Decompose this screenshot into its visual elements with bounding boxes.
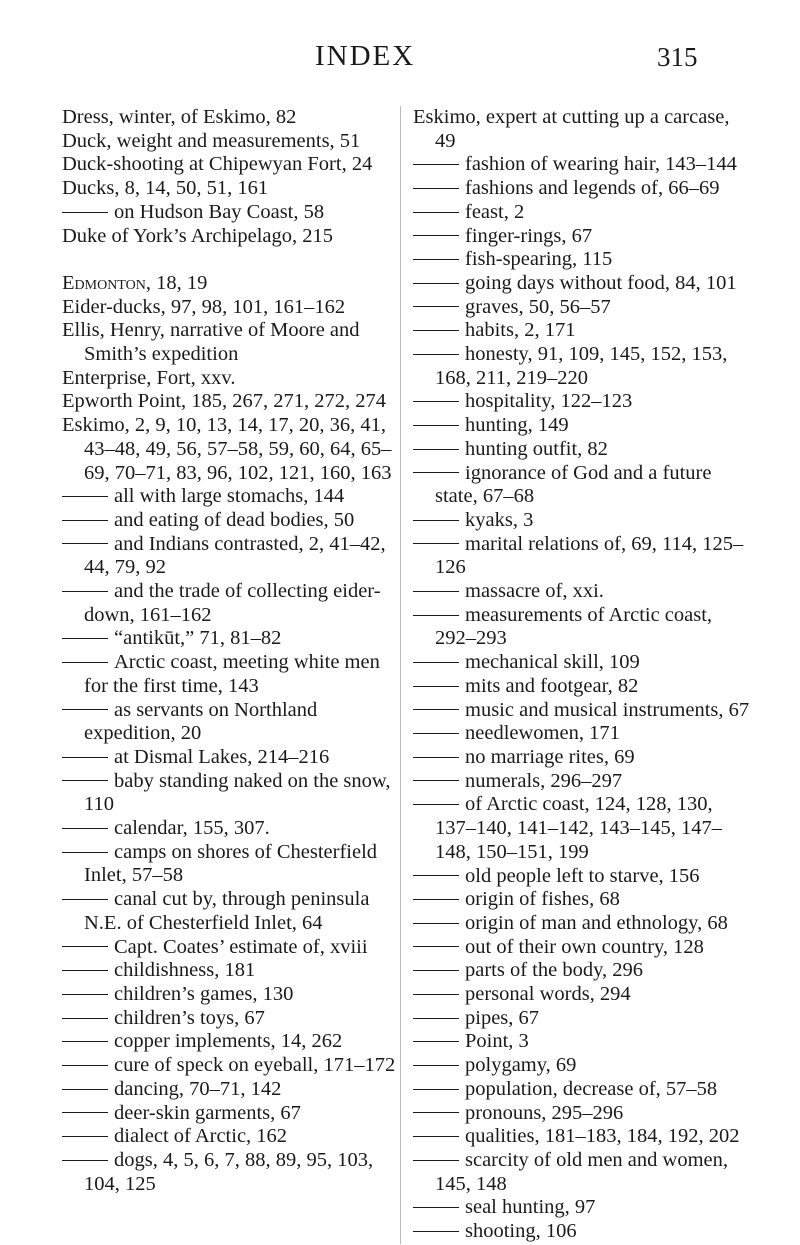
entry-text: Eskimo, 2, 9, 10, 13, 14, 17, 20, 36, 41, 43–48, 49, 56, 57–58, 59, 60, 64, 65–69, 70–71, 83, 96, 102, 121, 160, 163 [62, 414, 392, 484]
entry-text: as servants on Northland expedition, 20 [84, 698, 318, 745]
index-subentry [413, 722, 753, 746]
ditto-dash [413, 164, 459, 165]
entry-text: Duck, weight and measurements, 51 [62, 129, 361, 152]
ditto-dash [62, 638, 108, 639]
entry-text: Capt. Coates’ estimate of, xviii [114, 935, 368, 958]
ditto-dash [413, 1065, 459, 1066]
ditto-dash [413, 733, 459, 734]
entry-text: out of their own country, 128 [465, 935, 704, 958]
entry-text: graves, 50, 56–57 [465, 295, 611, 318]
index-entry [62, 272, 400, 296]
index-subentry [413, 153, 753, 177]
index-subentry [62, 983, 400, 1007]
index-subentry [413, 651, 753, 675]
index-subentry [62, 509, 400, 533]
entry-text: origin of man and ethnology, 68 [465, 911, 728, 934]
page-title: INDEX [315, 40, 416, 72]
index-subentry [62, 1149, 400, 1196]
entry-text: hunting, 149 [465, 414, 569, 437]
entry-text: qualities, 181–183, 184, 192, 202 [465, 1125, 740, 1148]
index-subentry [62, 651, 400, 698]
index-subentry [62, 841, 400, 888]
entry-text: fish-spearing, 115 [465, 248, 613, 271]
index-subentry [413, 1125, 753, 1149]
index-entry [62, 177, 400, 201]
index-subentry [413, 959, 753, 983]
index-entry [62, 106, 400, 130]
entry-text: and the trade of collecting eider-down, 161–162 [84, 580, 381, 626]
index-subentry [62, 580, 400, 627]
index-subentry [413, 1102, 753, 1126]
entry-text: ignorance of God and a future state, 67–68 [435, 461, 712, 508]
ditto-dash [413, 591, 459, 592]
entry-text: dogs, 4, 5, 6, 7, 88, 89, 95, 103, 104, 125 [84, 1148, 374, 1195]
index-subentry [413, 201, 753, 225]
entry-text: of Arctic coast, 124, 128, 130, 137–140, 141–142, 143–145, 147–148, 150–151, 199 [435, 793, 722, 863]
entry-text: numerals, 296–297 [465, 769, 623, 792]
index-subentry [413, 414, 753, 438]
entry-text: all with large stomachs, 144 [114, 485, 345, 508]
ditto-dash [413, 235, 459, 236]
entry-text: Arctic coast, meeting white men for the first time, 143 [84, 651, 380, 697]
index-subentry [413, 1196, 753, 1220]
entry-text: and Indians contrasted, 2, 41–42, 44, 79, 92 [84, 532, 386, 579]
entry-text: Ellis, Henry, narrative of Moore and Smith’s expedition [62, 319, 360, 366]
entry-text: going days without food, 84, 101 [465, 271, 737, 294]
index-subentry [413, 604, 753, 651]
index-subentry [413, 888, 753, 912]
entry-text: Eskimo, expert at cutting up a carcase, 49 [413, 106, 730, 152]
index-entry [62, 367, 400, 391]
ditto-dash [62, 970, 108, 971]
index-entry [62, 319, 400, 366]
entry-text: cure of speck on eyeball, 171–172 [114, 1054, 396, 1077]
entry-text: marital relations of, 69, 114, 125–126 [435, 532, 744, 579]
entry-text: copper implements, 14, 262 [114, 1030, 343, 1053]
entry-text: no marriage rites, 69 [465, 745, 635, 768]
index-column-right [400, 106, 753, 1244]
entry-text: Epworth Point, 185, 267, 271, 272, 274 [62, 390, 387, 413]
index-subentry [413, 296, 753, 320]
ditto-dash [62, 1136, 108, 1137]
entry-text: parts of the body, 296 [465, 959, 644, 982]
index-subentry [413, 319, 753, 343]
index-subentry [62, 888, 400, 935]
entry-text: old people left to starve, 156 [465, 864, 700, 887]
ditto-dash [413, 662, 459, 663]
index-subentry [62, 1007, 400, 1031]
index-entry [62, 225, 400, 249]
entry-text: Ducks, 8, 14, 50, 51, 161 [62, 177, 269, 200]
page-header [0, 40, 800, 80]
index-subentry [62, 485, 400, 509]
ditto-dash [413, 1160, 459, 1161]
index-subentry [62, 817, 400, 841]
index-entry [413, 106, 753, 153]
entry-text: population, decrease of, 57–58 [465, 1077, 718, 1100]
ditto-dash [413, 306, 459, 307]
index-subentry [413, 793, 753, 864]
entry-text: personal words, 294 [465, 983, 631, 1006]
ditto-dash [413, 1231, 459, 1232]
ditto-dash [62, 1112, 108, 1113]
ditto-dash [413, 804, 459, 805]
ditto-dash [413, 354, 459, 355]
ditto-dash [62, 1160, 108, 1161]
index-subentry [62, 1030, 400, 1054]
entry-text: fashion of wearing hair, 143–144 [465, 153, 737, 176]
index-subentry [62, 1054, 400, 1078]
ditto-dash [62, 1018, 108, 1019]
ditto-dash [413, 212, 459, 213]
entry-text: mechanical skill, 109 [465, 651, 640, 674]
index-subentry [62, 699, 400, 746]
ditto-dash [413, 757, 459, 758]
ditto-dash [62, 828, 108, 829]
entry-text: childishness, 181 [114, 959, 256, 982]
entry-text: origin of fishes, 68 [465, 888, 620, 911]
entry-text: needlewomen, 171 [465, 722, 620, 745]
entry-text: canal cut by, through peninsula N.E. of Chesterfield Inlet, 64 [84, 888, 370, 934]
ditto-dash [62, 1041, 108, 1042]
ditto-dash [413, 401, 459, 402]
ditto-dash [413, 449, 459, 450]
entry-text: on Hudson Bay Coast, 58 [114, 200, 325, 223]
entry-text: at Dismal Lakes, 214–216 [114, 745, 330, 768]
ditto-dash [413, 899, 459, 900]
ditto-dash [413, 1112, 459, 1113]
ditto-dash [413, 615, 459, 616]
ditto-dash [413, 994, 459, 995]
entry-text: Dress, winter, of Eskimo, 82 [62, 106, 297, 128]
entry-text: kyaks, 3 [465, 508, 534, 531]
ditto-dash [62, 899, 108, 900]
ditto-dash [413, 543, 459, 544]
index-entry [62, 414, 400, 485]
ditto-dash [413, 520, 459, 521]
entry-text: Edmonton, 18, 19 [62, 271, 208, 294]
ditto-dash [413, 1018, 459, 1019]
index-subentry [413, 177, 753, 201]
index-subentry [62, 770, 400, 817]
entry-text: hospitality, 122–123 [465, 390, 633, 413]
entry-text: baby standing naked on the snow, 110 [84, 769, 391, 816]
ditto-dash [413, 1136, 459, 1137]
ditto-dash [413, 188, 459, 189]
ditto-dash [62, 662, 108, 663]
index-entry [62, 296, 400, 320]
index-subentry [62, 1078, 400, 1102]
entry-text: polygamy, 69 [465, 1054, 577, 1077]
entry-text: “antikūt,” 71, 81–82 [114, 627, 282, 650]
ditto-dash [413, 1041, 459, 1042]
ditto-dash [413, 946, 459, 947]
index-subentry [413, 390, 753, 414]
entry-text: honesty, 91, 109, 145, 152, 153, 168, 211, 219–220 [435, 343, 728, 389]
entry-text: children’s games, 130 [114, 983, 294, 1005]
entry-text: hunting outfit, 82 [465, 437, 608, 460]
index-subentry [413, 1220, 753, 1244]
entry-text: feast, 2 [465, 200, 525, 223]
index-subentry [62, 959, 400, 983]
ditto-dash [413, 923, 459, 924]
index-column-left [62, 106, 400, 1196]
index-subentry [413, 580, 753, 604]
ditto-dash [62, 212, 108, 213]
entry-text: deer-skin garments, 67 [114, 1101, 301, 1124]
ditto-dash [62, 757, 108, 758]
entry-text: habits, 2, 171 [465, 319, 576, 342]
entry-text: Duke of York’s Archipelago, 215 [62, 224, 334, 247]
ditto-dash [62, 780, 108, 781]
entry-text: massacre of, xxi. [465, 580, 604, 603]
ditto-dash [62, 709, 108, 710]
ditto-dash [413, 780, 459, 781]
entry-text: music and musical instruments, 67 [465, 698, 750, 721]
entry-text: and eating of dead bodies, 50 [114, 508, 355, 531]
ditto-dash [413, 472, 459, 473]
entry-text: Duck-shooting at Chipewyan Fort, 24 [62, 153, 373, 176]
page-number: 315 [657, 42, 698, 72]
entry-text: measurements of Arctic coast, 292–293 [435, 603, 713, 650]
index-entry [62, 130, 400, 154]
entry-text: camps on shores of Chesterfield Inlet, 57–58 [84, 840, 378, 887]
ditto-dash [62, 591, 108, 592]
ditto-dash [62, 496, 108, 497]
ditto-dash [413, 259, 459, 260]
index-subentry [413, 983, 753, 1007]
index-subentry [413, 1054, 753, 1078]
entry-text: pronouns, 295–296 [465, 1101, 624, 1124]
ditto-dash [62, 520, 108, 521]
index-subentry [413, 248, 753, 272]
index-subentry [62, 533, 400, 580]
ditto-dash [413, 970, 459, 971]
index-subentry [413, 438, 753, 462]
index-subentry [62, 1102, 400, 1126]
index-subentry [413, 225, 753, 249]
index-subentry [62, 746, 400, 770]
index-entry [62, 390, 400, 414]
entry-text: seal hunting, 97 [465, 1196, 596, 1219]
index-subentry [413, 272, 753, 296]
entry-text: dancing, 70–71, 142 [114, 1077, 282, 1100]
index-subentry [413, 746, 753, 770]
index-subentry [413, 509, 753, 533]
ditto-dash [413, 1089, 459, 1090]
entry-text: scarcity of old men and women, 145, 148 [435, 1148, 729, 1195]
index-subentry [413, 1149, 753, 1196]
index-subentry [413, 533, 753, 580]
index-subentry [413, 1030, 753, 1054]
ditto-dash [62, 994, 108, 995]
ditto-dash [62, 543, 108, 544]
ditto-dash [413, 686, 459, 687]
entry-text: Eider-ducks, 97, 98, 101, 161–162 [62, 295, 346, 318]
index-subentry [62, 936, 400, 960]
index-subentry [62, 1125, 400, 1149]
ditto-dash [413, 1207, 459, 1208]
ditto-dash [413, 709, 459, 710]
index-entry [62, 153, 400, 177]
index-subentry [413, 699, 753, 723]
index-subentry [413, 936, 753, 960]
ditto-dash [413, 425, 459, 426]
ditto-dash [62, 1089, 108, 1090]
entry-text: shooting, 106 [465, 1220, 577, 1243]
index-subentry [413, 343, 753, 390]
ditto-dash [413, 875, 459, 876]
index-subentry [62, 627, 400, 651]
entry-text: Point, 3 [465, 1030, 529, 1053]
section-gap [62, 248, 400, 272]
index-subentry [413, 462, 753, 509]
index-subentry [413, 865, 753, 889]
entry-text: mits and footgear, 82 [465, 674, 639, 697]
ditto-dash [62, 946, 108, 947]
ditto-dash [62, 1065, 108, 1066]
entry-text: finger-rings, 67 [465, 224, 593, 247]
entry-text: pipes, 67 [465, 1006, 540, 1029]
index-subentry [413, 770, 753, 794]
index-subentry [413, 1078, 753, 1102]
ditto-dash [413, 283, 459, 284]
entry-text: children’s toys, 67 [114, 1006, 265, 1029]
entry-text: calendar, 155, 307. [114, 817, 270, 840]
ditto-dash [413, 330, 459, 331]
entry-text: fashions and legends of, 66–69 [465, 177, 720, 200]
ditto-dash [62, 852, 108, 853]
index-subentry [413, 912, 753, 936]
index-subentry [413, 1007, 753, 1031]
entry-text: dialect of Arctic, 162 [114, 1125, 288, 1148]
entry-text: Enterprise, Fort, xxv. [62, 366, 236, 389]
index-subentry [413, 675, 753, 699]
index-subentry [62, 201, 400, 225]
